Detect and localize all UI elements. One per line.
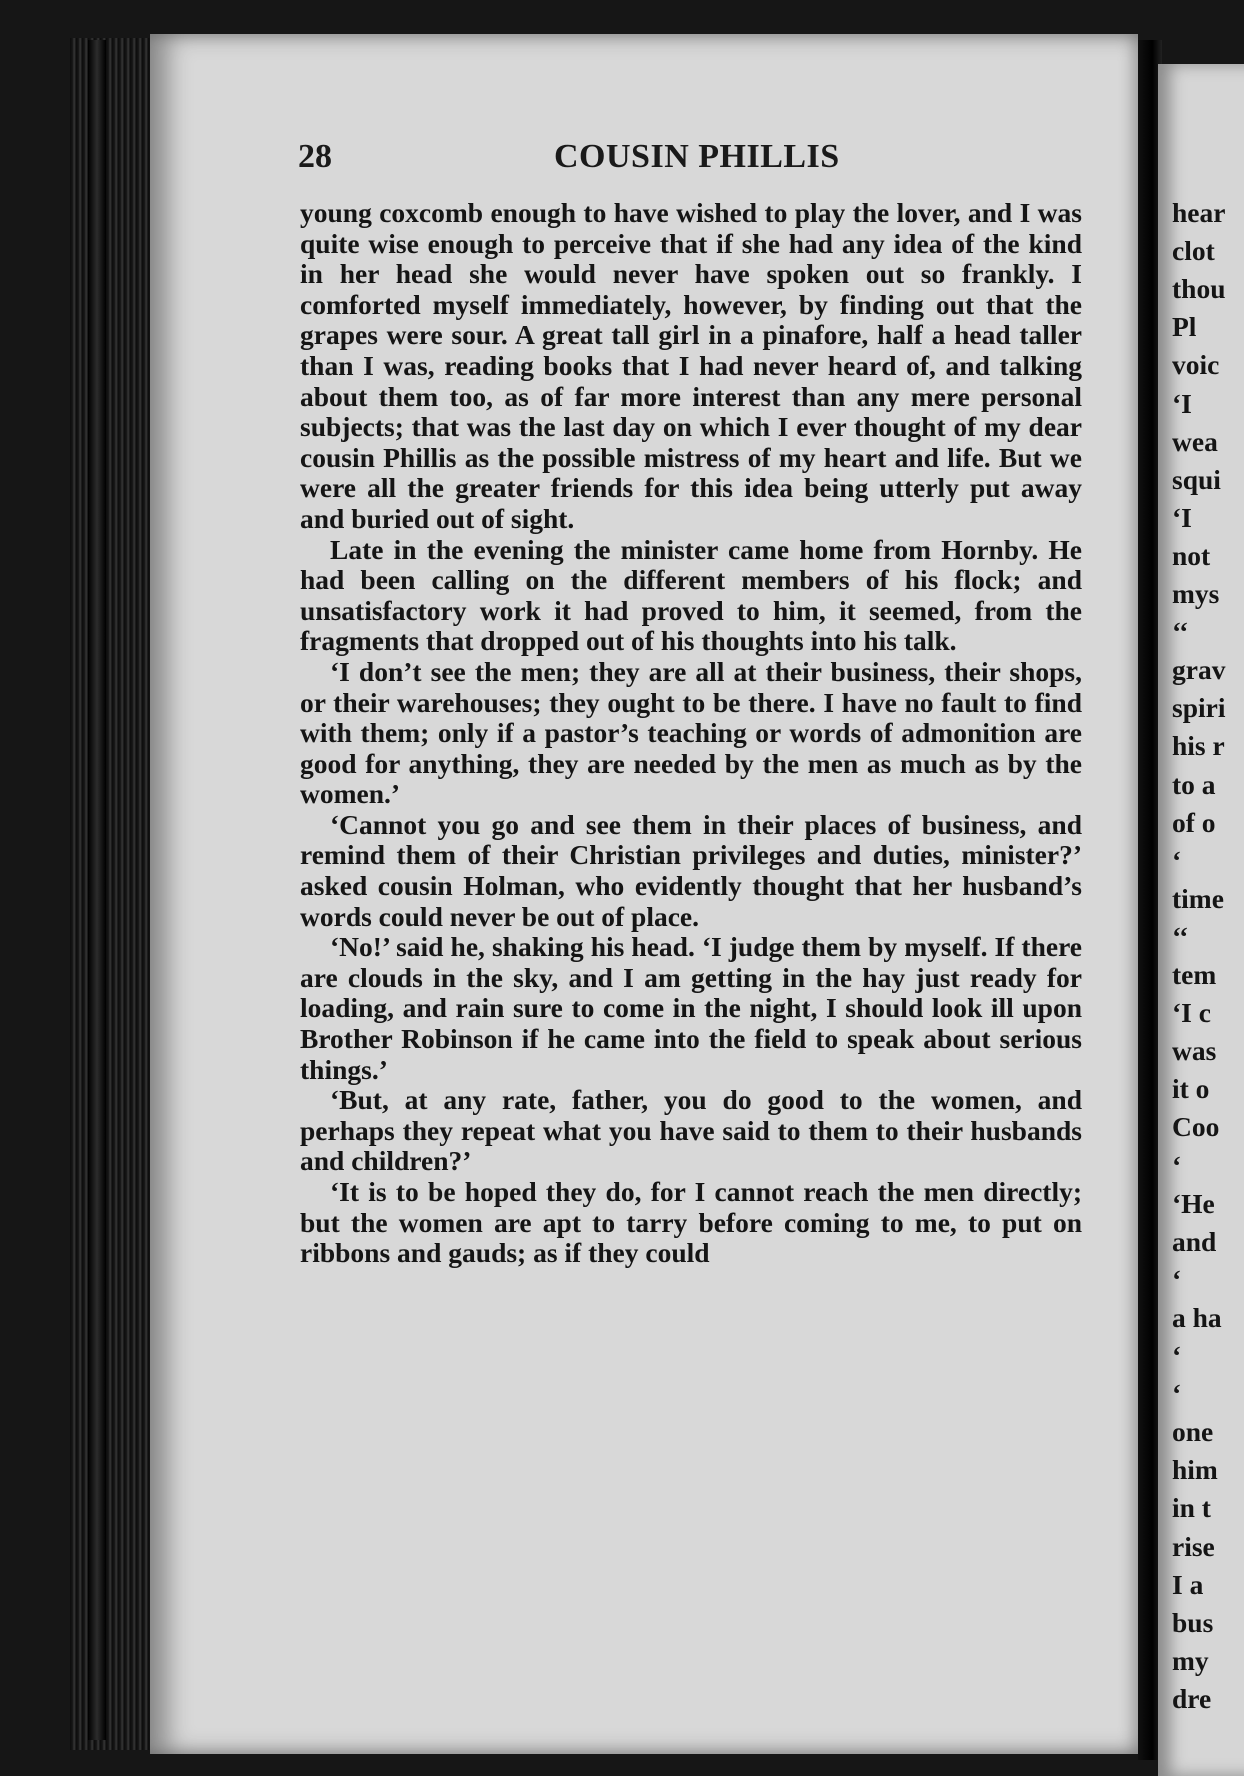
facing-page-fragment: not — [1172, 539, 1211, 571]
facing-page-fragment: rise — [1172, 1530, 1215, 1562]
paragraph: Late in the evening the minister came home from Hornby. He had been calling on the different members of his flock; and unsatisfactory work it had proved to him, it seemed, from the fragments that dropped out of his thoughts into his talk. — [300, 533, 1082, 657]
book-spine — [88, 40, 106, 1740]
facing-page-fragment: to a — [1172, 768, 1216, 800]
facing-page-fragment: hear — [1172, 197, 1226, 228]
facing-page-fragment: squi — [1172, 463, 1221, 495]
facing-page-fragment: and — [1172, 1225, 1217, 1257]
facing-page-fragment: dre — [1172, 1682, 1212, 1714]
facing-page-fragment: a ha — [1172, 1301, 1222, 1333]
facing-page-fragment: I a — [1172, 1568, 1204, 1600]
facing-page-fragment: ‘ — [1172, 1149, 1182, 1181]
facing-page-fragment: tem — [1172, 959, 1217, 990]
facing-page-fragment: his r — [1172, 730, 1225, 762]
facing-page-fragment: was — [1172, 1035, 1217, 1067]
facing-page — [1158, 64, 1244, 1776]
paragraph: ‘No!’ said he, shaking his head. ‘I judge them by myself. If there are clouds in the sky, and I am getting in the hay just ready for loading, and rain sure to come in the night, I should look ill upon Brother Robinson if he came into the field to speak about serious things.’ — [300, 931, 1082, 1085]
paragraph: ‘I don’t see the men; they are all at their business, their shops, or their warehouses; they ought to be there. I have no fault to find with them; only if a pastor’s teaching or words of admonition are good for anything, they are needed by the men as much as by the women.’ — [300, 655, 1082, 810]
facing-page-fragment: ‘ — [1172, 844, 1182, 876]
facing-page-fragment: ‘‘ — [1172, 920, 1189, 952]
facing-page-fragment: Pl — [1172, 311, 1197, 343]
facing-page-fragment: voic — [1172, 349, 1220, 381]
facing-page-fragment: bus — [1172, 1606, 1214, 1638]
facing-page-fragment: time — [1172, 882, 1224, 914]
running-title: COUSIN PHILLIS — [554, 138, 840, 175]
facing-page-fragment: grav — [1172, 654, 1226, 686]
facing-page-fragment: clot — [1172, 235, 1215, 267]
facing-page-fragment: ‘He — [1172, 1187, 1215, 1219]
facing-page-fragment: ‘I — [1172, 387, 1192, 419]
facing-page-fragment: of o — [1172, 806, 1216, 838]
facing-page-fragment: ‘‘ — [1172, 616, 1189, 648]
facing-page-fragment: in t — [1172, 1492, 1211, 1524]
facing-page-fragment: ‘ — [1172, 1378, 1182, 1410]
facing-page-fragment: my — [1172, 1644, 1209, 1676]
facing-page-fragment: spiri — [1172, 692, 1226, 724]
facing-page-fragment: ‘ — [1172, 1263, 1182, 1295]
paragraph: young coxcomb enough to have wished to play the lover, and I was quite wise enough to perceive that if she had any idea of the kind in her head she would never have spoken out so frankly. I comforted myself immediately, however, by finding out that the grapes were sour. A great tall girl in a pinafore, half a head taller than I was, reading books that I had never heard of, and talking about them too, as of far more interest than any mere personal subjects; that was the last day on which I ever thought of my dear cousin Phillis as the possible mistress of my heart and life. But we were all the greater friends for this idea being utterly put away and buried out of sight. — [300, 197, 1082, 534]
page-header — [298, 138, 1058, 188]
facing-page-fragment: one — [1172, 1416, 1214, 1448]
paragraph: ‘But, at any rate, father, you do good to the women, and perhaps they repeat what you have said to them to their husbands and children?’ — [300, 1084, 1082, 1177]
page-number: 28 — [298, 138, 332, 175]
facing-page-fragment: thou — [1172, 273, 1226, 305]
paragraph: ‘Cannot you go and see them in their places of business, and remind them of their Christian privileges and duties, minister?’ asked cousin Holman, who evidently thought that her husband’s words could never be out of place. — [300, 808, 1082, 932]
facing-page-fragment: it o — [1172, 1073, 1210, 1105]
facing-page-fragment: mys — [1172, 578, 1220, 609]
facing-page-fragment: wea — [1172, 425, 1218, 457]
facing-page-fragment: ‘I c — [1172, 997, 1211, 1029]
facing-page-fragment: ‘ — [1172, 1340, 1182, 1371]
facing-page-fragment: him — [1172, 1454, 1218, 1486]
facing-page-fragment: ‘I — [1172, 501, 1192, 533]
facing-page-fragment: Coo — [1172, 1111, 1220, 1143]
paragraph: ‘It is to be hoped they do, for I cannot reach the men directly; but the women are apt to tarry before coming to me, to put on ribbons and gauds; as if they could — [300, 1176, 1082, 1269]
page-body — [300, 198, 1082, 1269]
